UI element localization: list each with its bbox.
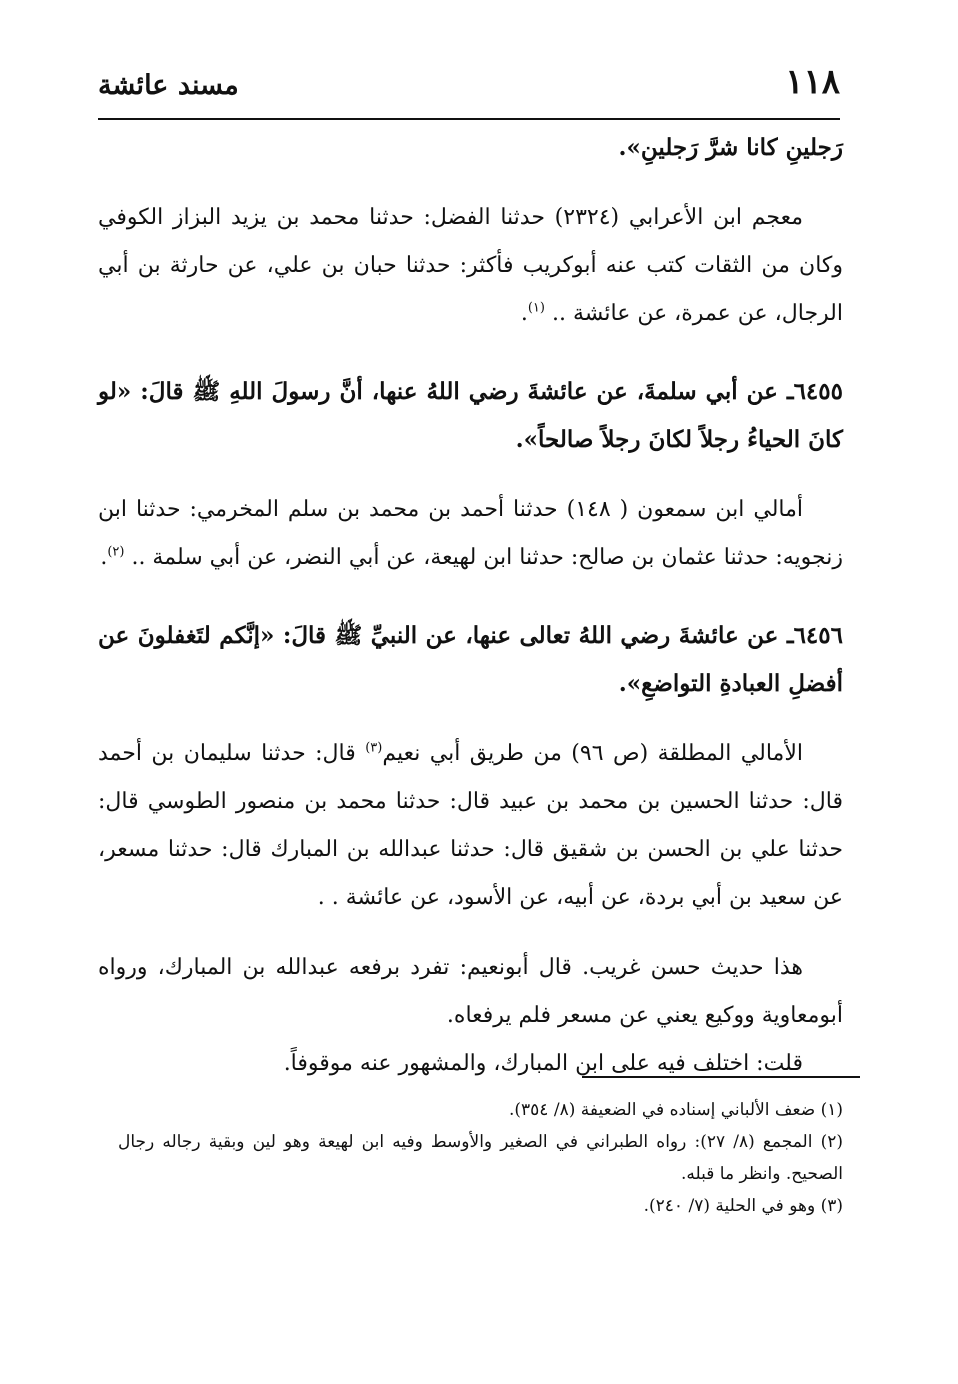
takhrij-paragraph: معجم ابن الأعرابي (٢٣٢٤) حدثنا الفضل: حدثنا محمد بن يزيد البزاز الكوفي وكان من الثقات كتب عنه أبوكريب فأكثر: حدثنا حبان بن علي، عن حارثة بن أبي الرجال، عن عمرة، عن عائشة .. $^{(١)}$. (98, 205, 843, 326)
page-header (98, 58, 840, 120)
footnote-separator (582, 1076, 860, 1078)
hadith-continuation: رَجلينِ كانا شرَّ رَجلينِ». (618, 134, 843, 161)
footnote-ref-1[interactable]: (١) (527, 300, 545, 316)
page-number: ١١٨ (785, 62, 840, 102)
footnote-ref-2[interactable]: (٢) (107, 544, 125, 560)
footnotes (118, 1094, 843, 1222)
hadith-6456: ٦٤٥٦ـ عن عائشةَ رضي اللهُ تعالى عنها، عن النبيِّ ﷺ قالَ: «إنَّكم لتَغفلونَ عن أفضلِ العبادةِ التواضعِ». (98, 622, 843, 697)
footnote-2: (٢) المجمع (٨/ ٢٧): رواه الطبراني في الصغير والأوسط وفيه ابن لهيعة وهو لين وبقية رجاله رجال الصحيح. وانظر ما قبله. (118, 1132, 843, 1184)
footnote-3: (٣) وهو في الحلية (٧/ ٢٤٠). (643, 1196, 843, 1216)
grading-paragraph: هذا حديث حسن غريب. قال أبونعيم: تفرد برفعه عبدالله بن المبارك، ورواه أبومعاوية ووكيع يعني عن مسعر فلم يرفعاه. (98, 955, 843, 1028)
takhrij-paragraph: الأمالي المطلقة (ص ٩٦) من طريق أبي نعيم$^{(٣)}$ قال: حدثنا سليمان بن أحمد قال: حدثنا الحسين بن محمد بن عبيد قال: حدثنا محمد بن منصور الطوسي قال: حدثنا علي بن الحسن بن شقيق قال: حدثنا عبدالله بن المبارك قال: حدثنا مسعر، عن سعيد بن أبي بردة، عن أبيه، عن الأسود، عن عائشة . . (98, 740, 843, 910)
page-body (98, 124, 843, 1088)
takhrij-paragraph: أمالي ابن سمعون ( ١٤٨) حدثنا أحمد بن محمد بن سلم المخرمي: حدثنا ابن زنجويه: حدثنا عثمان بن صالح: حدثنا ابن لهيعة، عن أبي النضر، عن أبي سلمة .. $^{(٢)}$. (98, 497, 843, 570)
running-title: مسند عائشة (98, 70, 239, 101)
footnote-1: (١) ضعف الألباني إسناده في الضعيفة (٨/ ٣٥٤). (509, 1100, 843, 1120)
comment-paragraph: قلت: اختلف فيه على ابن المبارك، والمشهور عنه موقوفاً. (283, 1051, 803, 1076)
hadith-6455: ٦٤٥٥ـ عن أبي سلمةَ، عن عائشةَ رضي اللهُ عنها، أنَّ رسولَ اللهِ ﷺ قالَ: «لو كانَ الحياءُ رجلاً لكانَ رجلاً صالحاً». (98, 378, 843, 453)
footnote-ref-3[interactable]: (٣) (365, 740, 383, 756)
